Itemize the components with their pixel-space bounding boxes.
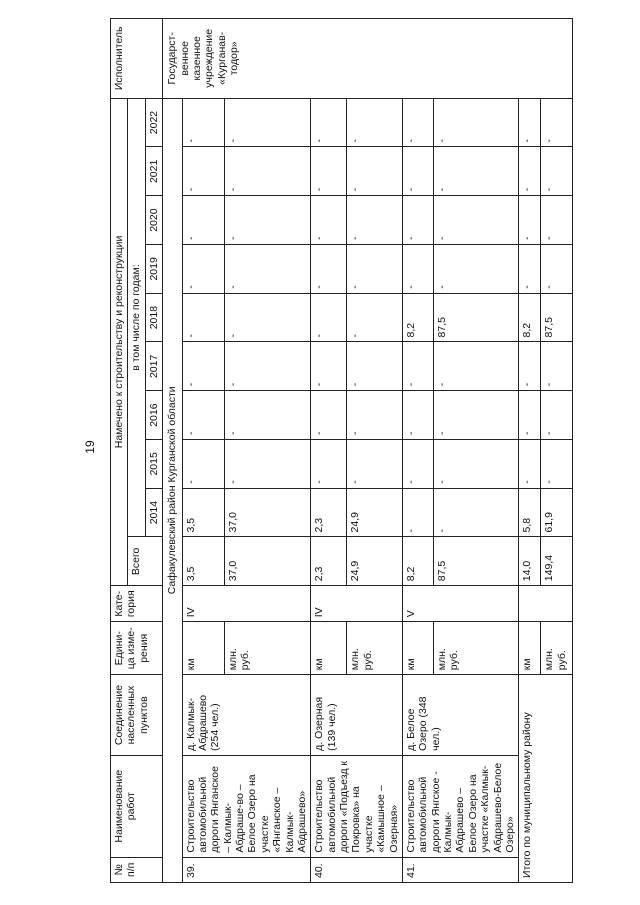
header-year: 2022 (145, 98, 162, 147)
year-value: - (519, 391, 541, 440)
year-value: - (433, 147, 519, 196)
row-number: 41. (402, 857, 518, 882)
row-number: 40. (311, 857, 403, 882)
total-km: 8,2 (402, 537, 433, 586)
total-rub: 149,4 (541, 537, 573, 586)
unit-rub: млн. руб. (224, 622, 311, 675)
year-value: 87,5 (541, 293, 573, 342)
unit-km: км (519, 622, 541, 675)
year-value: - (402, 196, 433, 245)
year-value: - (347, 293, 402, 342)
year-value: 37,0 (224, 488, 311, 537)
year-value: 24,9 (347, 488, 402, 537)
year-value: - (347, 98, 402, 147)
executor-cell: Государст-венное казенное учреждение «Курганав-тодор» (163, 19, 573, 99)
year-value: - (347, 391, 402, 440)
total-km: 2,3 (311, 537, 347, 586)
unit-rub: млн. руб. (433, 622, 519, 675)
year-value: - (433, 196, 519, 245)
year-value: - (224, 196, 311, 245)
header-name: Наименование работ (111, 755, 163, 857)
year-value: - (402, 391, 433, 440)
header-executor: Исполнитель (111, 19, 163, 99)
page-number: 19 (83, 440, 97, 454)
year-value: - (541, 342, 573, 391)
year-value: - (347, 342, 402, 391)
total-rub: 37,0 (224, 537, 311, 586)
year-value: - (224, 147, 311, 196)
header-category: Кате-гория (111, 586, 163, 622)
year-value: - (182, 244, 224, 293)
unit-km: км (402, 622, 433, 675)
year-value: - (402, 488, 433, 537)
year-value: - (433, 342, 519, 391)
year-value: 8,2 (402, 293, 433, 342)
year-value: - (433, 244, 519, 293)
year-value: - (311, 293, 347, 342)
year-value: - (311, 147, 347, 196)
year-value: - (402, 147, 433, 196)
year-value: 2,3 (311, 488, 347, 537)
work-name: Строительство автомобильной дороги «Подъезд к Покровка» на участке «Камышное – Озерная» (311, 755, 403, 857)
year-value: - (402, 244, 433, 293)
year-value: - (182, 98, 224, 147)
unit-km: км (182, 622, 224, 675)
total-rub: 24,9 (347, 537, 402, 586)
year-value: - (311, 98, 347, 147)
header-year: 2020 (145, 196, 162, 245)
year-value: - (519, 244, 541, 293)
header-total: Всего (128, 537, 163, 586)
year-value: - (224, 342, 311, 391)
year-value: - (347, 244, 402, 293)
header-year: 2021 (145, 147, 162, 196)
year-value: - (541, 439, 573, 488)
year-value: - (182, 196, 224, 245)
year-value: - (224, 98, 311, 147)
year-value: - (519, 98, 541, 147)
header-planned: Намечено к строительству и реконструкции (111, 98, 128, 586)
year-value: - (541, 244, 573, 293)
year-value: - (541, 98, 573, 147)
header-year: 2019 (145, 244, 162, 293)
year-value: - (224, 293, 311, 342)
year-value: - (182, 391, 224, 440)
unit-rub: млн. руб. (541, 622, 573, 675)
header-year: 2016 (145, 391, 162, 440)
year-value: - (311, 439, 347, 488)
year-value: - (182, 293, 224, 342)
year-value: - (402, 439, 433, 488)
year-value: - (519, 439, 541, 488)
header-unit: Едини-ца изме-рения (111, 622, 163, 675)
year-value: - (311, 196, 347, 245)
year-value: - (224, 391, 311, 440)
header-year: 2014 (145, 488, 162, 537)
year-value: - (182, 439, 224, 488)
year-value: 87,5 (433, 293, 519, 342)
total-km: 14,0 (519, 537, 541, 586)
category: V (402, 586, 518, 622)
year-value: - (347, 147, 402, 196)
year-value: - (402, 98, 433, 147)
year-value: - (224, 439, 311, 488)
connection: д. Белое Озеро (348 чел.) (402, 675, 518, 756)
work-name: Строительство автомобильной дороги Янгское - Калмык-Абдрашево – Белое Озеро на участке «Калмык-Абдрашево-Белое Озеро» (402, 755, 518, 857)
year-value: - (311, 391, 347, 440)
year-value: 8,2 (519, 293, 541, 342)
year-value: - (519, 147, 541, 196)
connection: д. Озерная (139 чел.) (311, 675, 403, 756)
header-by-years: в том числе по годам: (128, 98, 145, 537)
total-rub: 87,5 (433, 537, 519, 586)
year-value: - (402, 342, 433, 391)
year-value: 3,5 (182, 488, 224, 537)
year-value: - (182, 342, 224, 391)
year-value: - (433, 391, 519, 440)
unit-km: км (311, 622, 347, 675)
header-num: № п/п (111, 857, 163, 882)
total-label: Итого по муниципальному району (519, 675, 573, 883)
year-value: - (347, 196, 402, 245)
year-value: - (433, 488, 519, 537)
year-value: - (541, 147, 573, 196)
header-year: 2018 (145, 293, 162, 342)
year-value: - (182, 147, 224, 196)
year-value: - (224, 244, 311, 293)
year-value: - (433, 439, 519, 488)
work-name: Строительство автомобильной дороги Янганское – Калмык-Абдраше-во – Белое Озеро на участке «Янганское – Калмык-Абдрашево» (182, 755, 311, 857)
category-empty (519, 586, 573, 622)
total-km: 3,5 (182, 537, 224, 586)
category: IV (311, 586, 403, 622)
year-value: - (541, 391, 573, 440)
year-value: - (433, 98, 519, 147)
year-value: - (519, 196, 541, 245)
construction-plan-table (110, 18, 573, 883)
year-value: - (347, 439, 402, 488)
connection: д. Калмык-Абдрашево (254 чел.) (182, 675, 311, 756)
header-connection: Соединение населенных пунктов (111, 675, 163, 756)
year-value: - (519, 342, 541, 391)
year-value: 5,8 (519, 488, 541, 537)
year-value: - (311, 244, 347, 293)
section-title: Сафакулевский район Курганской области (163, 98, 182, 882)
header-year: 2017 (145, 342, 162, 391)
year-value: - (541, 196, 573, 245)
unit-rub: млн. руб. (347, 622, 402, 675)
header-year: 2015 (145, 439, 162, 488)
year-value: - (311, 342, 347, 391)
category: IV (182, 586, 311, 622)
table-wrapper (110, 18, 567, 883)
rotated-table-area (110, 18, 567, 883)
row-number: 39. (182, 857, 311, 882)
year-value: 61,9 (541, 488, 573, 537)
